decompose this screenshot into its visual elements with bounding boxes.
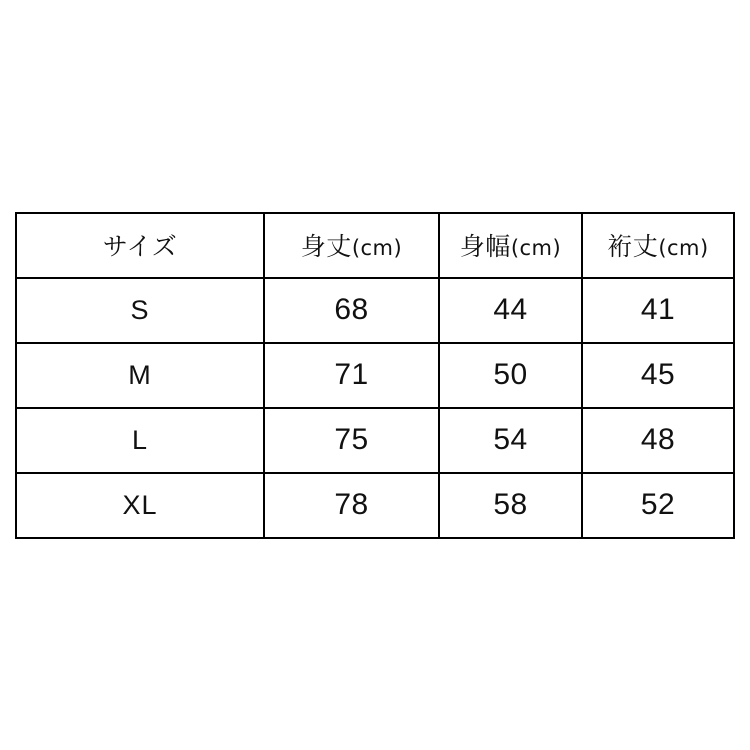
header-label-size: サイズ [102,232,178,261]
cell-body-length: 75 [264,408,439,473]
cell-size: M [16,343,264,408]
header-unit-body-length: (cm) [351,236,403,260]
cell-sleeve-length: 52 [582,473,734,538]
cell-body-length: 78 [264,473,439,538]
header-unit-sleeve-length: (cm) [658,236,709,260]
header-cell-size [16,213,264,278]
table-row [16,473,734,538]
cell-body-width: 50 [439,343,582,408]
header-cell-body-width [439,213,582,278]
cell-body-length: 68 [264,278,439,343]
header-cell-sleeve-length [582,213,734,278]
cell-body-length: 71 [264,343,439,408]
size-table-container [10,212,740,539]
header-label-body-width: 身幅 [459,232,511,261]
cell-size: L [16,408,264,473]
table-row [16,278,734,343]
size-table [15,212,735,539]
header-label-body-length: 身丈 [300,232,352,261]
cell-sleeve-length: 45 [582,343,734,408]
header-unit-body-width: (cm) [510,236,562,260]
table-header-row [16,213,734,278]
cell-body-width: 54 [439,408,582,473]
cell-size: XL [16,473,264,538]
header-cell-body-length [264,213,439,278]
cell-size: S [16,278,264,343]
table-row [16,343,734,408]
cell-sleeve-length: 48 [582,408,734,473]
cell-body-width: 58 [439,473,582,538]
cell-sleeve-length: 41 [582,278,734,343]
cell-body-width: 44 [439,278,582,343]
header-label-sleeve-length: 裄丈 [607,232,659,261]
table-row [16,408,734,473]
